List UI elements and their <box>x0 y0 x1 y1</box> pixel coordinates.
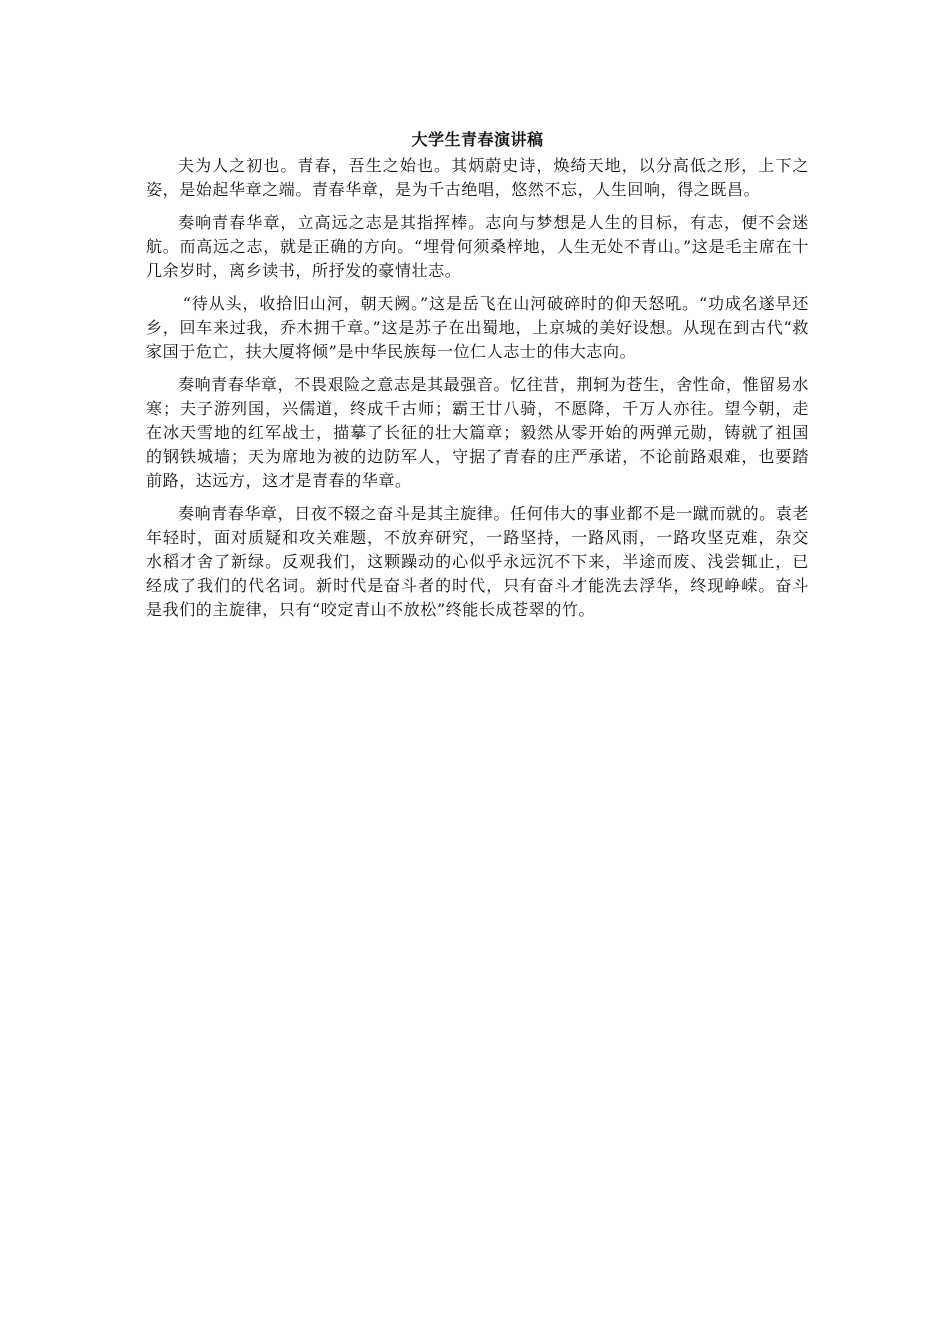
paragraph-2: 奏响青春华章，立高远之志是其指挥棒。志向与梦想是人生的目标，有志，便不会迷航。而高远之志，就是正确的方向。“埋骨何须桑梓地，人生无处不青山。”这是毛主席在十几余岁时，离乡读书，所抒发的豪情壮志。 <box>146 213 809 280</box>
document-body <box>146 128 809 631</box>
paragraph-4: 奏响青春华章，不畏艰险之意志是其最强音。忆往昔，荆轲为苍生，舍性命，惟留易水寒；夫子游列国，兴儒道，终成千古师；霸王廿八骑，不愿降，千万人亦往。望今朝，走在冰天雪地的红军战士，描摹了长征的壮大篇章；毅然从零开始的两弹元勋，铸就了祖国的钢铁城墙；天为席地为被的边防军人，守据了青春的庄严承诺，不论前路艰难，也要踏前路，达远方，这才是青春的华章。 <box>146 375 809 490</box>
paragraph-5: 奏响青春华章，日夜不辍之奋斗是其主旋律。任何伟大的事业都不是一蹴而就的。袁老年轻时，面对质疑和攻关难题，不放弃研究，一路坚持，一路风雨，一路攻坚克难，杂交水稻才舍了新绿。反观我们，这颗躁动的心似乎永远沉不下来，半途而废、浅尝辄止，已经成了我们的代名词。新时代是奋斗者的时代，只有奋斗才能洗去浮华，终现峥嵘。奋斗是我们的主旋律，只有“咬定青山不放松”终能长成苍翠的竹。 <box>146 504 809 619</box>
paragraph-1: 夫为人之初也。青春，吾生之始也。其炳蔚史诗，焕绮天地，以分高低之形，上下之姿，是始起华章之端。青春华章，是为千古绝唱，悠然不忘，人生回响，得之既昌。 <box>146 156 809 199</box>
paragraph-3: “待从头，收拾旧山河，朝天阙。”这是岳飞在山河破碎时的仰天怒吼。“功成名遂早还乡，回车来过我，乔木拥千章。”这是苏子在出蜀地，上京城的美好设想。从现在到古代“救家国于危亡，扶大厦将倾”是中华民族每一位仁人志士的伟大志向。 <box>146 294 809 361</box>
document-title: 大学生青春演讲稿 <box>411 130 544 149</box>
